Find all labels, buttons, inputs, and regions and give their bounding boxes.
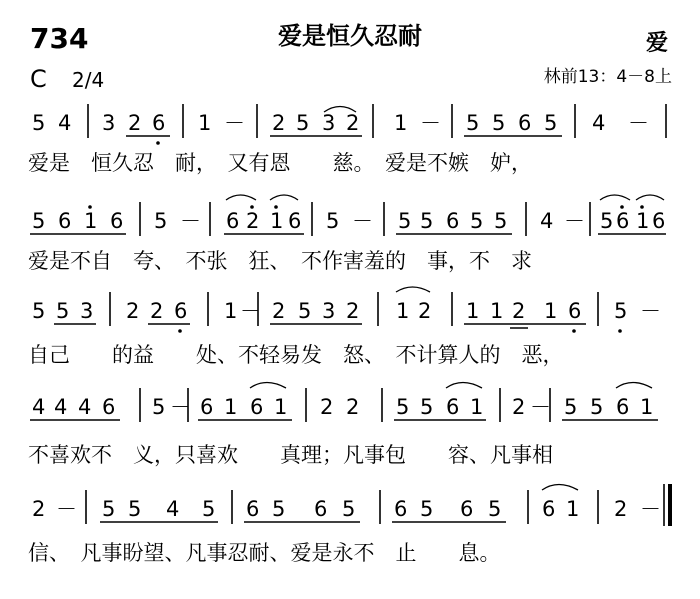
note: － [420, 111, 441, 135]
lower-octave-dot [618, 329, 622, 333]
note: 6 [460, 497, 474, 521]
note: 2 [614, 497, 628, 521]
note: 2 [32, 497, 46, 521]
note: 5 [494, 209, 508, 233]
note: 6 [58, 209, 72, 233]
score-row-4 [28, 383, 658, 469]
note: 5 [32, 299, 46, 323]
score-row-3 [28, 287, 661, 368]
note: 5 [342, 497, 356, 521]
note: － [640, 299, 661, 323]
hymn-title: 爱是恒久忍耐 [278, 22, 422, 50]
slur [270, 195, 298, 200]
note: 5 [470, 209, 484, 233]
note: 2 [150, 299, 164, 323]
note: 5 [420, 209, 434, 233]
note: 4 [58, 111, 72, 135]
lower-octave-dot [572, 329, 576, 333]
note: 3 [322, 299, 336, 323]
note: 1 [490, 299, 504, 323]
note: 1 [198, 111, 212, 135]
note: 6 [288, 209, 302, 233]
note: 6 [568, 299, 582, 323]
note: 4 [54, 395, 68, 419]
note: 5 [564, 395, 578, 419]
note: 1 [566, 497, 580, 521]
lower-octave-dot [156, 141, 160, 145]
note: 5 [488, 497, 502, 521]
note: 5 [296, 111, 310, 135]
note: － [628, 111, 649, 135]
note: 5 [398, 209, 412, 233]
note: 2 [346, 395, 360, 419]
note: 5 [32, 209, 46, 233]
note: 1 [640, 395, 654, 419]
lyric-line: 爱是 恒久忍 耐， 又有恩 慈。 爱是不嫉 妒， [28, 151, 532, 175]
note: 6 [446, 209, 460, 233]
note: 5 [56, 299, 70, 323]
key-signature: C [30, 65, 47, 93]
note: 6 [246, 497, 260, 521]
note: 1 [394, 111, 408, 135]
note: 5 [32, 111, 46, 135]
note: 1 [270, 209, 284, 233]
note: 5 [298, 299, 312, 323]
upper-octave-dot [250, 205, 254, 209]
note: 2 [346, 111, 360, 135]
lyric-line: 爱是不自 夸、 不张 狂、 不作害羞的 事，不 求 [28, 249, 532, 273]
lower-octave-dot [178, 329, 182, 333]
upper-octave-dot [88, 205, 92, 209]
score-row-1 [28, 104, 666, 176]
note: 5 [128, 497, 142, 521]
note: 5 [420, 395, 434, 419]
note: 6 [616, 209, 630, 233]
slur [446, 383, 482, 389]
note: 2 [320, 395, 334, 419]
note: 6 [226, 209, 240, 233]
note: 5 [492, 111, 506, 135]
note: 5 [272, 497, 286, 521]
note: 2 [246, 209, 260, 233]
note: 6 [394, 497, 408, 521]
note: 1 [636, 209, 650, 233]
note: 2 [126, 299, 140, 323]
note: 5 [396, 395, 410, 419]
slur [636, 195, 664, 200]
note: 6 [542, 497, 556, 521]
note: 1 [396, 299, 410, 323]
note: 5 [600, 209, 614, 233]
note: 5 [154, 209, 168, 233]
note: 2 [512, 395, 526, 419]
slur [250, 383, 286, 389]
score-row-5 [28, 484, 670, 565]
note: 5 [590, 395, 604, 419]
note: － [224, 111, 245, 135]
note: 2 [272, 111, 286, 135]
lyric-line: 自己 的益 处、不轻易发 怒、 不计算人的 恶， [28, 343, 564, 367]
slur [542, 485, 578, 491]
note: － [170, 395, 191, 419]
note: 6 [314, 497, 328, 521]
note: 1 [544, 299, 558, 323]
note: － [240, 299, 261, 323]
note: 1 [84, 209, 98, 233]
note: 3 [80, 299, 94, 323]
note: 6 [152, 111, 166, 135]
slur [600, 195, 630, 200]
upper-octave-dot [620, 205, 624, 209]
note: 6 [616, 395, 630, 419]
note: 1 [466, 299, 480, 323]
note: － [56, 497, 77, 521]
note: 1 [224, 299, 238, 323]
note: 2 [128, 111, 142, 135]
note: 6 [200, 395, 214, 419]
upper-octave-dot [640, 205, 644, 209]
note: 1 [470, 395, 484, 419]
note: 6 [174, 299, 188, 323]
time-signature: 2/4 [72, 68, 105, 92]
hymn-number: 734 [30, 22, 89, 55]
category-label: 爱 [646, 31, 669, 56]
note: 5 [326, 209, 340, 233]
note: 4 [540, 209, 554, 233]
note: 5 [102, 497, 116, 521]
note: 5 [614, 299, 628, 323]
note: 4 [166, 497, 180, 521]
note: － [530, 395, 551, 419]
scripture-reference: 林前13：4－8上 [543, 67, 672, 87]
note: 2 [272, 299, 286, 323]
note: 1 [224, 395, 238, 419]
lyric-line: 信、 凡事盼望、凡事忍耐、爱是永不 止 息。 [28, 541, 501, 565]
note: 6 [102, 395, 116, 419]
note: 3 [102, 111, 116, 135]
note: 1 [274, 395, 288, 419]
note: － [640, 497, 661, 521]
note: 6 [250, 395, 264, 419]
note: 6 [518, 111, 532, 135]
slur [616, 383, 652, 389]
lyric-line: 不喜欢不 义，只喜欢 真理；凡事包 容、凡事相 [28, 443, 553, 467]
slur [226, 195, 256, 200]
note: 4 [32, 395, 46, 419]
note: 5 [466, 111, 480, 135]
note: 2 [512, 299, 526, 323]
note: 5 [544, 111, 558, 135]
note: 6 [652, 209, 666, 233]
note: － [564, 209, 585, 233]
upper-octave-dot [274, 205, 278, 209]
slur [396, 287, 430, 292]
note: 5 [420, 497, 434, 521]
note: 5 [202, 497, 216, 521]
note: 2 [346, 299, 360, 323]
note: 6 [446, 395, 460, 419]
note: 4 [78, 395, 92, 419]
score-row-2 [28, 195, 666, 274]
note: － [180, 209, 201, 233]
note: 6 [110, 209, 124, 233]
note: 3 [322, 111, 336, 135]
note: 5 [152, 395, 166, 419]
note: 2 [418, 299, 432, 323]
note: － [352, 209, 373, 233]
note: 4 [592, 111, 606, 135]
